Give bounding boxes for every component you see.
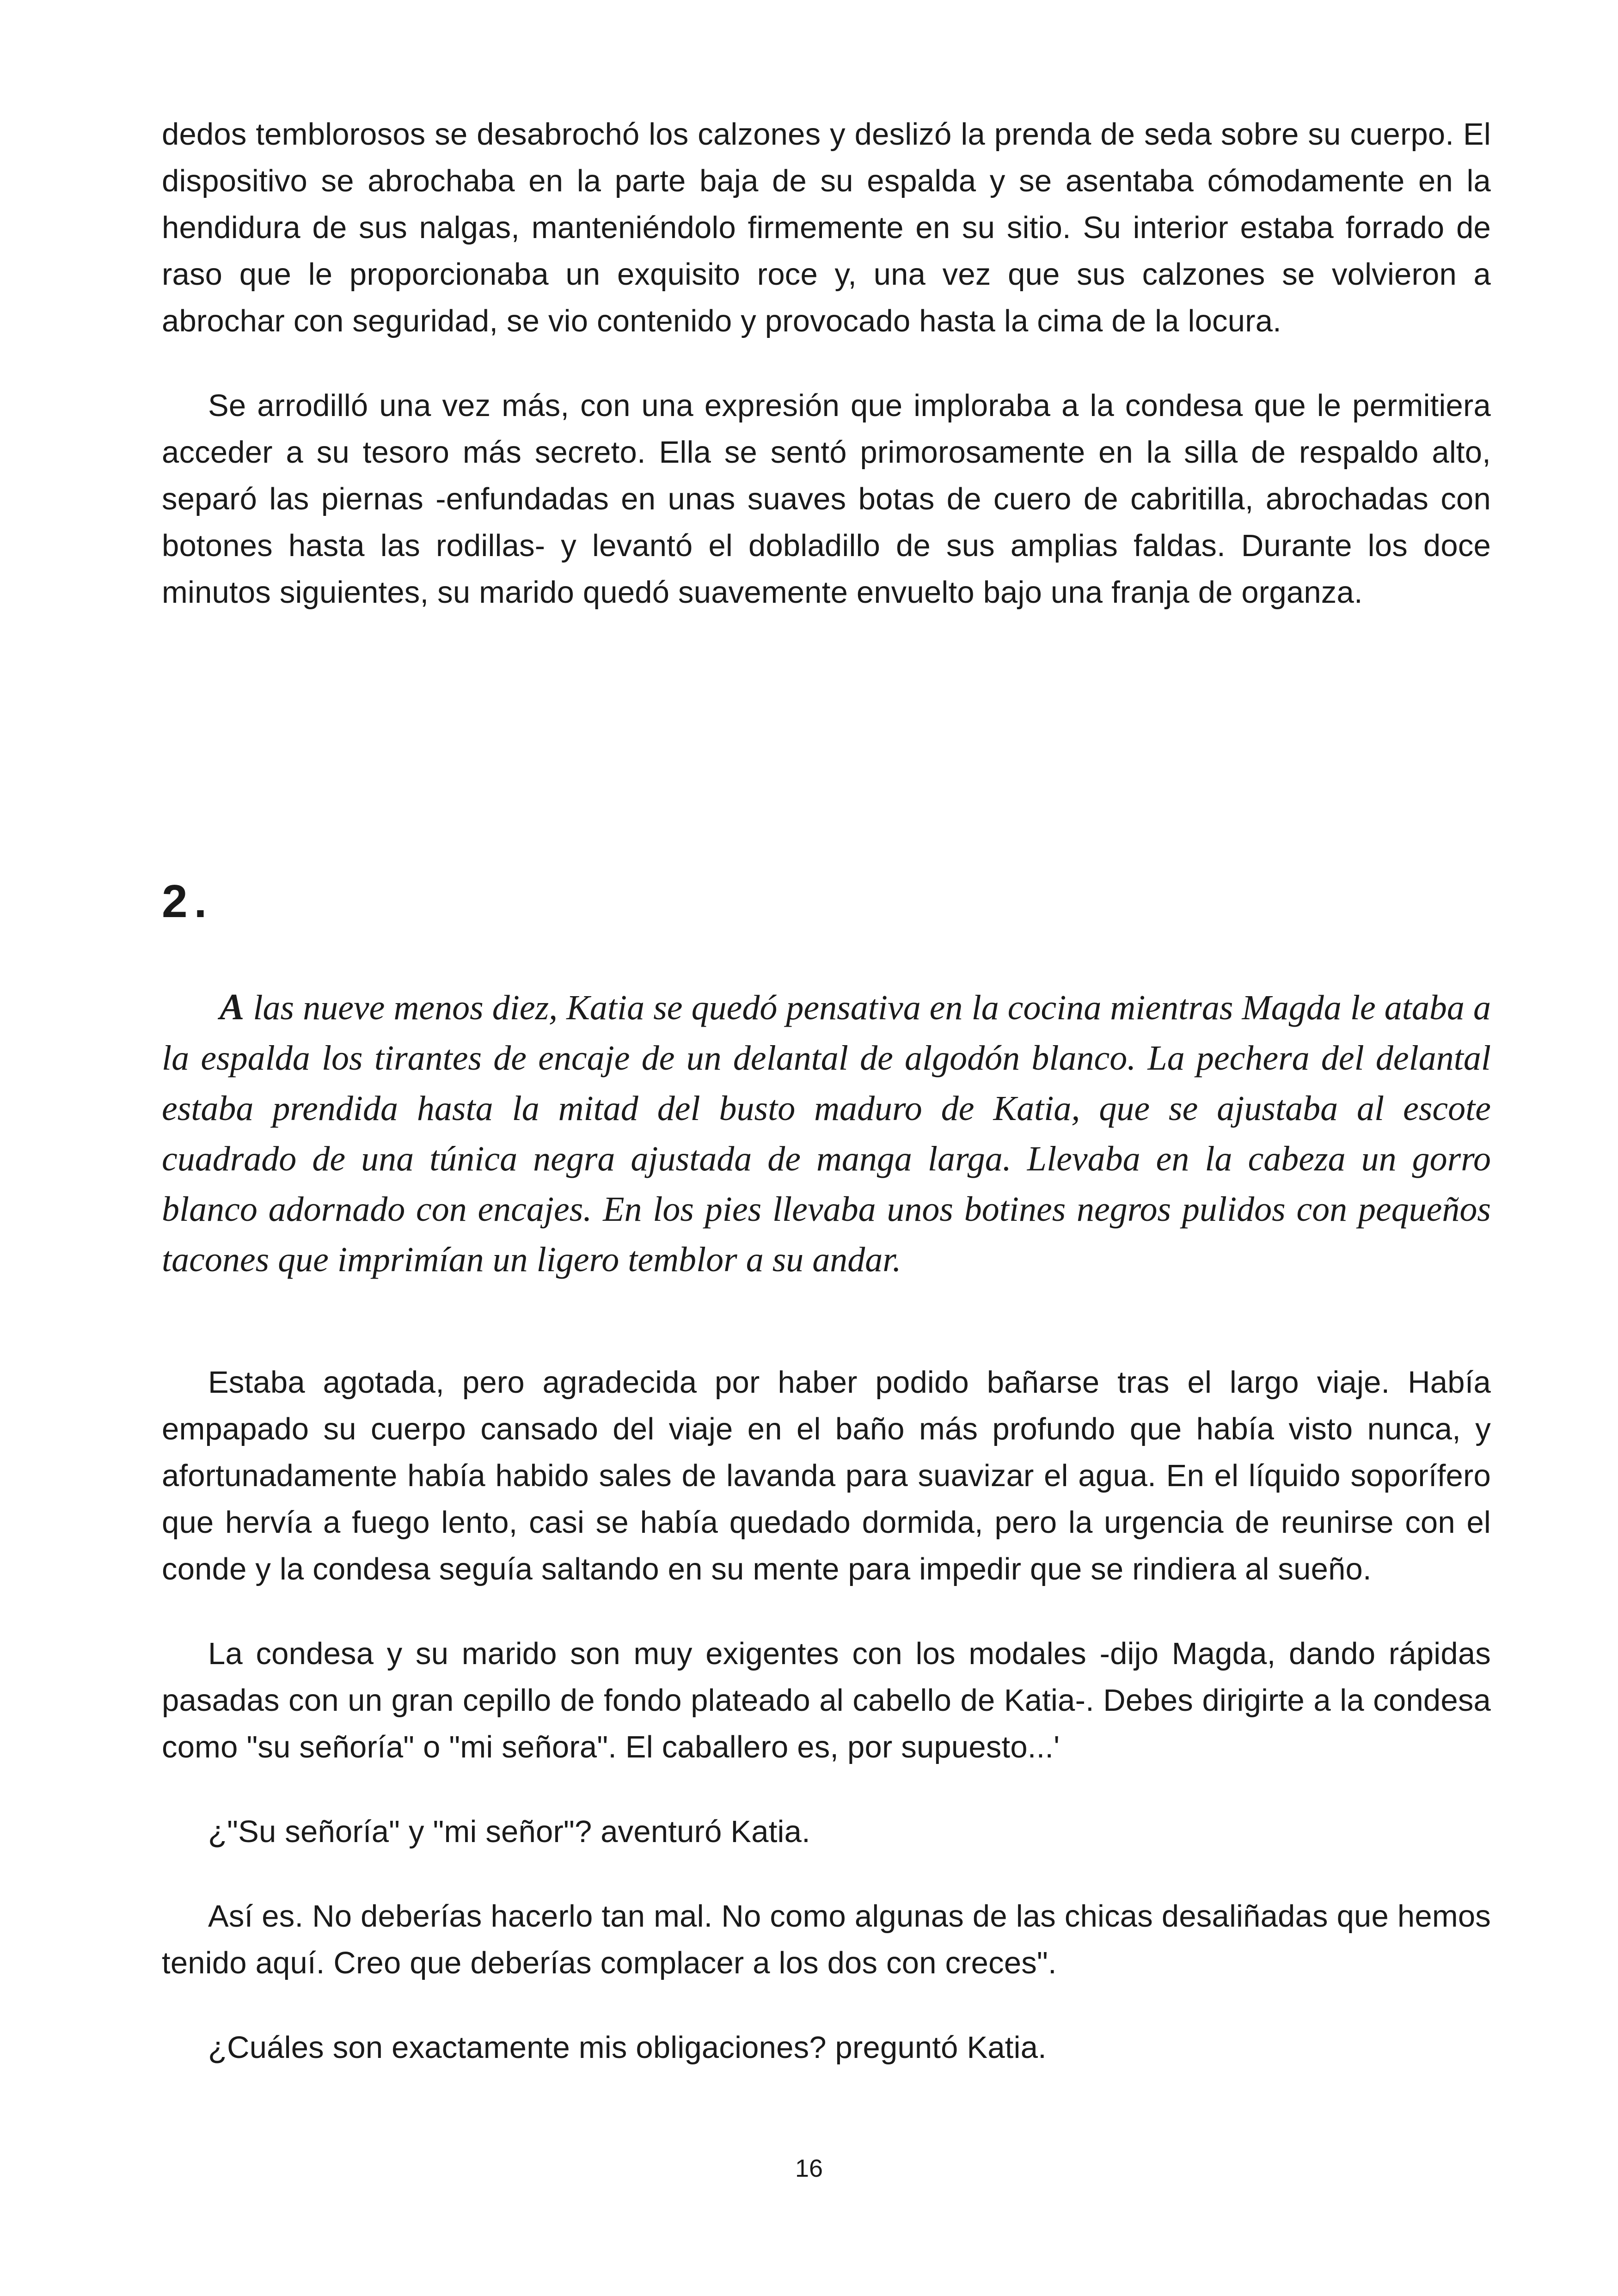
chapter-opening	[162, 982, 1491, 1285]
paragraph-body-1: Estaba agotada, pero agradecida por haber podido bañarse tras el largo viaje. Había empapado su cuerpo cansado del viaje en el baño más profundo que había visto nunca, y afortunadamente había habido sales de lavanda para suavizar el agua. En el líquido soporífero que hervía a fuego lento, casi se había quedado dormida, pero la urgencia de reunirse con el conde y la condesa seguía saltando en su mente para impedir que se rindiera al sueño.	[162, 1365, 1491, 1586]
italic-opening-paragraph	[162, 982, 1491, 1285]
chapter-heading: 2.	[162, 876, 214, 927]
paragraph-top-2: Se arrodilló una vez más, con una expresión que imploraba a la condesa que le permitiera acceder a su tesoro más secreto. Ella se sentó primorosamente en la silla de respaldo alto, separó las piernas -enfundadas en unas suaves botas de cuero de cabritilla, abrochadas con botones hasta las rodillas- y levantó el dobladillo de sus amplias faldas. Durante los doce minutos siguientes, su marido quedó suavemente envuelto bajo una franja de organza.	[162, 388, 1491, 610]
paragraph-top-1: dedos temblorosos se desabrochó los calzones y deslizó la prenda de seda sobre su cuerpo. El dispositivo se abrochaba en la parte baja de su espalda y se asentaba cómodamente en la hendidura de sus nalgas, manteniéndolo firmemente en su sitio. Su interior estaba forrado de raso que le proporcionaba un exquisito roce y, una vez que sus calzones se volvieron a abrochar con seguridad, se vio contenido y provocado hasta la cima de la locura.	[162, 117, 1491, 338]
chapter-body	[162, 1359, 1491, 2071]
paragraph-body-4: Así es. No deberías hacerlo tan mal. No como algunas de las chicas desaliñadas que hemos tenido aquí. Creo que deberías complacer a los dos con creces".	[162, 1899, 1491, 1980]
page-body	[162, 111, 1491, 2065]
paragraph-body-5: ¿Cuáles son exactamente mis obligaciones? preguntó Katia.	[208, 2030, 1047, 2065]
dropcap-letter: A	[220, 987, 245, 1028]
page-number: 16	[795, 2155, 823, 2182]
paragraph-body-3: ¿"Su señoría" y "mi señor"? aventuró Katia.	[208, 1814, 810, 1849]
italic-opening-text: las nueve menos diez, Katia se quedó pensativa en la cocina mientras Magda le ataba a la espalda los tirantes de encaje de un delantal de algodón blanco. La pechera del delantal estaba prendida hasta la mitad del busto maduro de Katia, que se ajustaba al escote cuadrado de una túnica negra ajustada de manga larga. Llevaba en la cabeza un gorro blanco adornado con encajes. En los pies llevaba unos botines negros pulidos con pequeños tacones que imprimían un ligero temblor a su andar.	[162, 988, 1491, 1279]
paragraph-body-2: La condesa y su marido son muy exigentes con los modales -dijo Magda, dando rápidas pasadas con un gran cepillo de fondo plateado al cabello de Katia-. Debes dirigirte a la condesa como "su señoría" o "mi señora". El caballero es, por supuesto...'	[162, 1636, 1491, 1764]
